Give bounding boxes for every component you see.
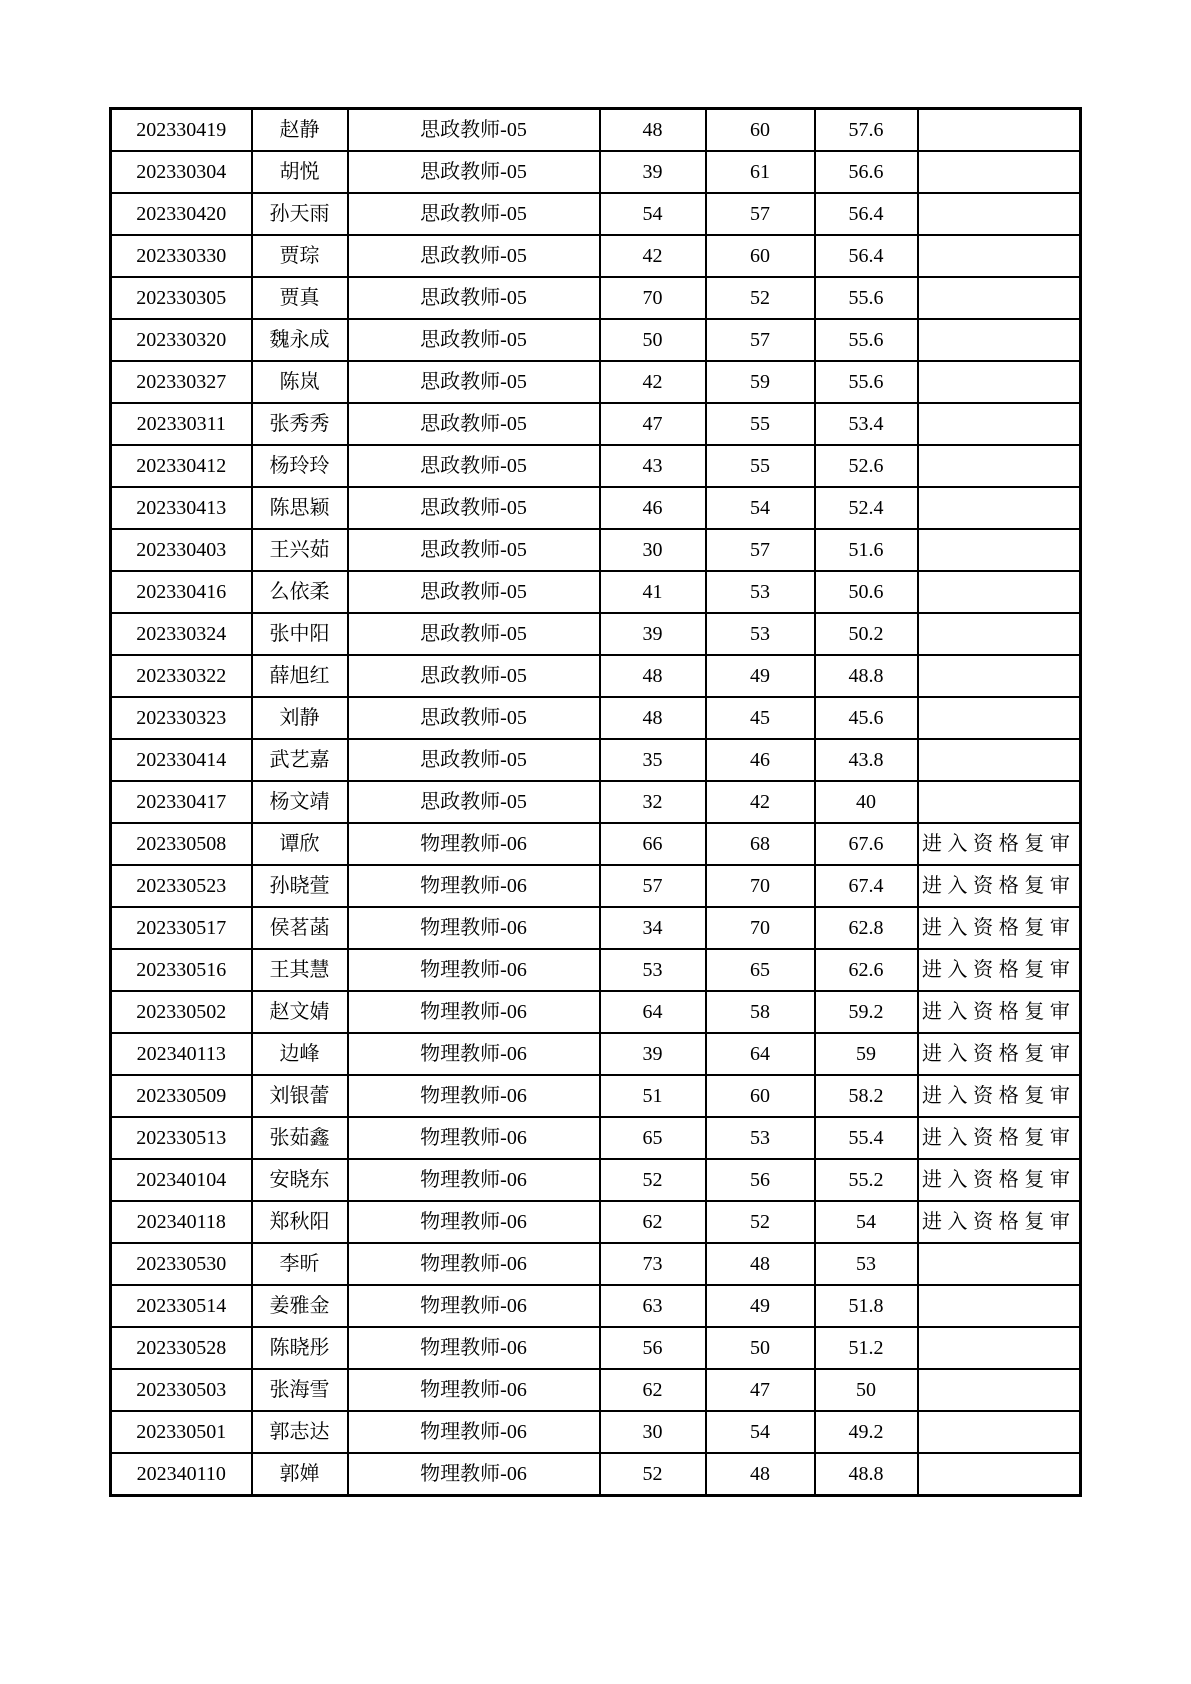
cell-id: 202330509 bbox=[111, 1075, 252, 1117]
cell-total: 50 bbox=[815, 1369, 918, 1411]
cell-score2: 54 bbox=[706, 1411, 815, 1453]
cell-name: 孙天雨 bbox=[252, 193, 348, 235]
cell-total: 56.4 bbox=[815, 193, 918, 235]
cell-status bbox=[918, 1411, 1081, 1453]
cell-score1: 57 bbox=[600, 865, 706, 907]
cell-score1: 48 bbox=[600, 109, 706, 152]
cell-id: 202340113 bbox=[111, 1033, 252, 1075]
cell-status bbox=[918, 277, 1081, 319]
cell-score2: 48 bbox=[706, 1453, 815, 1496]
table-row bbox=[111, 109, 1081, 152]
cell-total: 40 bbox=[815, 781, 918, 823]
cell-id: 202330516 bbox=[111, 949, 252, 991]
cell-name: 薛旭红 bbox=[252, 655, 348, 697]
cell-name: 郭志达 bbox=[252, 1411, 348, 1453]
cell-total: 50.2 bbox=[815, 613, 918, 655]
cell-id: 202330502 bbox=[111, 991, 252, 1033]
cell-name: 王其慧 bbox=[252, 949, 348, 991]
cell-name: 杨文靖 bbox=[252, 781, 348, 823]
cell-total: 55.4 bbox=[815, 1117, 918, 1159]
cell-status bbox=[918, 655, 1081, 697]
cell-status bbox=[918, 781, 1081, 823]
cell-name: 刘静 bbox=[252, 697, 348, 739]
cell-position: 思政教师-05 bbox=[348, 739, 600, 781]
cell-id: 202330513 bbox=[111, 1117, 252, 1159]
cell-total: 43.8 bbox=[815, 739, 918, 781]
cell-score2: 58 bbox=[706, 991, 815, 1033]
cell-status bbox=[918, 193, 1081, 235]
table-row bbox=[111, 1327, 1081, 1369]
cell-score2: 53 bbox=[706, 571, 815, 613]
cell-id: 202330501 bbox=[111, 1411, 252, 1453]
cell-position: 思政教师-05 bbox=[348, 235, 600, 277]
cell-position: 物理教师-06 bbox=[348, 1411, 600, 1453]
cell-status: 进入资格复审 bbox=[918, 1033, 1081, 1075]
cell-score1: 62 bbox=[600, 1201, 706, 1243]
table-row bbox=[111, 487, 1081, 529]
table-row bbox=[111, 697, 1081, 739]
cell-status bbox=[918, 487, 1081, 529]
table-row bbox=[111, 235, 1081, 277]
cell-status: 进入资格复审 bbox=[918, 991, 1081, 1033]
cell-total: 45.6 bbox=[815, 697, 918, 739]
table-row bbox=[111, 319, 1081, 361]
cell-total: 50.6 bbox=[815, 571, 918, 613]
cell-score2: 49 bbox=[706, 655, 815, 697]
cell-status bbox=[918, 403, 1081, 445]
cell-total: 51.2 bbox=[815, 1327, 918, 1369]
cell-score2: 48 bbox=[706, 1243, 815, 1285]
cell-score1: 48 bbox=[600, 697, 706, 739]
cell-score2: 65 bbox=[706, 949, 815, 991]
cell-name: 么依柔 bbox=[252, 571, 348, 613]
cell-name: 侯茗菡 bbox=[252, 907, 348, 949]
table-row bbox=[111, 571, 1081, 613]
cell-id: 202330324 bbox=[111, 613, 252, 655]
cell-score2: 60 bbox=[706, 1075, 815, 1117]
cell-name: 陈岚 bbox=[252, 361, 348, 403]
cell-position: 思政教师-05 bbox=[348, 487, 600, 529]
cell-score1: 63 bbox=[600, 1285, 706, 1327]
cell-total: 67.4 bbox=[815, 865, 918, 907]
cell-score1: 39 bbox=[600, 151, 706, 193]
cell-id: 202330517 bbox=[111, 907, 252, 949]
cell-score2: 52 bbox=[706, 1201, 815, 1243]
cell-score1: 41 bbox=[600, 571, 706, 613]
cell-status bbox=[918, 235, 1081, 277]
table-row bbox=[111, 1453, 1081, 1496]
cell-status: 进入资格复审 bbox=[918, 1201, 1081, 1243]
cell-total: 53.4 bbox=[815, 403, 918, 445]
cell-total: 58.2 bbox=[815, 1075, 918, 1117]
cell-name: 赵文婧 bbox=[252, 991, 348, 1033]
cell-score1: 70 bbox=[600, 277, 706, 319]
cell-score1: 42 bbox=[600, 235, 706, 277]
cell-total: 55.6 bbox=[815, 319, 918, 361]
cell-name: 武艺嘉 bbox=[252, 739, 348, 781]
cell-score1: 54 bbox=[600, 193, 706, 235]
cell-name: 胡悦 bbox=[252, 151, 348, 193]
cell-id: 202330508 bbox=[111, 823, 252, 865]
cell-status: 进入资格复审 bbox=[918, 1075, 1081, 1117]
cell-id: 202330322 bbox=[111, 655, 252, 697]
cell-position: 物理教师-06 bbox=[348, 907, 600, 949]
cell-status bbox=[918, 529, 1081, 571]
cell-score1: 50 bbox=[600, 319, 706, 361]
cell-status: 进入资格复审 bbox=[918, 1117, 1081, 1159]
cell-position: 物理教师-06 bbox=[348, 1159, 600, 1201]
table-row bbox=[111, 361, 1081, 403]
cell-status: 进入资格复审 bbox=[918, 907, 1081, 949]
cell-status bbox=[918, 1327, 1081, 1369]
cell-score2: 55 bbox=[706, 445, 815, 487]
cell-score1: 52 bbox=[600, 1159, 706, 1201]
cell-id: 202330503 bbox=[111, 1369, 252, 1411]
cell-total: 53 bbox=[815, 1243, 918, 1285]
cell-id: 202330414 bbox=[111, 739, 252, 781]
table-row bbox=[111, 781, 1081, 823]
cell-total: 55.6 bbox=[815, 277, 918, 319]
table-row bbox=[111, 865, 1081, 907]
cell-position: 物理教师-06 bbox=[348, 949, 600, 991]
cell-score2: 57 bbox=[706, 529, 815, 571]
cell-score1: 34 bbox=[600, 907, 706, 949]
cell-position: 物理教师-06 bbox=[348, 1453, 600, 1496]
cell-name: 刘银蕾 bbox=[252, 1075, 348, 1117]
cell-id: 202330530 bbox=[111, 1243, 252, 1285]
cell-position: 思政教师-05 bbox=[348, 697, 600, 739]
cell-total: 55.6 bbox=[815, 361, 918, 403]
table-row bbox=[111, 1411, 1081, 1453]
cell-status bbox=[918, 1369, 1081, 1411]
cell-score2: 57 bbox=[706, 319, 815, 361]
cell-score2: 47 bbox=[706, 1369, 815, 1411]
table-row bbox=[111, 1243, 1081, 1285]
cell-score1: 48 bbox=[600, 655, 706, 697]
table-row bbox=[111, 403, 1081, 445]
cell-id: 202340104 bbox=[111, 1159, 252, 1201]
cell-total: 55.2 bbox=[815, 1159, 918, 1201]
candidate-results-table bbox=[109, 107, 1082, 1497]
cell-score2: 53 bbox=[706, 613, 815, 655]
cell-status: 进入资格复审 bbox=[918, 823, 1081, 865]
cell-id: 202330305 bbox=[111, 277, 252, 319]
cell-name: 陈晓彤 bbox=[252, 1327, 348, 1369]
cell-id: 202330403 bbox=[111, 529, 252, 571]
cell-score2: 60 bbox=[706, 109, 815, 152]
cell-score1: 52 bbox=[600, 1453, 706, 1496]
table-row bbox=[111, 1285, 1081, 1327]
cell-id: 202330523 bbox=[111, 865, 252, 907]
cell-score2: 61 bbox=[706, 151, 815, 193]
cell-total: 67.6 bbox=[815, 823, 918, 865]
cell-status bbox=[918, 571, 1081, 613]
table-row bbox=[111, 613, 1081, 655]
cell-total: 51.6 bbox=[815, 529, 918, 571]
cell-total: 59 bbox=[815, 1033, 918, 1075]
cell-status bbox=[918, 361, 1081, 403]
cell-name: 贾真 bbox=[252, 277, 348, 319]
cell-position: 思政教师-05 bbox=[348, 613, 600, 655]
cell-score2: 52 bbox=[706, 277, 815, 319]
cell-name: 杨玲玲 bbox=[252, 445, 348, 487]
cell-position: 物理教师-06 bbox=[348, 1075, 600, 1117]
cell-position: 思政教师-05 bbox=[348, 277, 600, 319]
cell-position: 物理教师-06 bbox=[348, 1243, 600, 1285]
cell-position: 思政教师-05 bbox=[348, 529, 600, 571]
cell-total: 56.6 bbox=[815, 151, 918, 193]
cell-position: 物理教师-06 bbox=[348, 1117, 600, 1159]
cell-score1: 35 bbox=[600, 739, 706, 781]
cell-score2: 53 bbox=[706, 1117, 815, 1159]
cell-position: 思政教师-05 bbox=[348, 193, 600, 235]
cell-status: 进入资格复审 bbox=[918, 949, 1081, 991]
cell-position: 物理教师-06 bbox=[348, 1033, 600, 1075]
cell-score1: 64 bbox=[600, 991, 706, 1033]
cell-name: 边峰 bbox=[252, 1033, 348, 1075]
cell-name: 谭欣 bbox=[252, 823, 348, 865]
cell-position: 思政教师-05 bbox=[348, 655, 600, 697]
cell-name: 郑秋阳 bbox=[252, 1201, 348, 1243]
table-row bbox=[111, 1075, 1081, 1117]
cell-status: 进入资格复审 bbox=[918, 865, 1081, 907]
cell-total: 49.2 bbox=[815, 1411, 918, 1453]
table-row bbox=[111, 1033, 1081, 1075]
cell-id: 202340118 bbox=[111, 1201, 252, 1243]
cell-position: 思政教师-05 bbox=[348, 445, 600, 487]
cell-id: 202330320 bbox=[111, 319, 252, 361]
cell-name: 郭婵 bbox=[252, 1453, 348, 1496]
cell-id: 202330413 bbox=[111, 487, 252, 529]
cell-position: 物理教师-06 bbox=[348, 1285, 600, 1327]
cell-score1: 42 bbox=[600, 361, 706, 403]
cell-status bbox=[918, 697, 1081, 739]
cell-name: 安晓东 bbox=[252, 1159, 348, 1201]
cell-name: 孙晓萱 bbox=[252, 865, 348, 907]
cell-id: 202330412 bbox=[111, 445, 252, 487]
table-row bbox=[111, 1369, 1081, 1411]
cell-total: 56.4 bbox=[815, 235, 918, 277]
cell-score1: 46 bbox=[600, 487, 706, 529]
cell-total: 59.2 bbox=[815, 991, 918, 1033]
cell-name: 张秀秀 bbox=[252, 403, 348, 445]
cell-score2: 57 bbox=[706, 193, 815, 235]
cell-score1: 47 bbox=[600, 403, 706, 445]
cell-score1: 30 bbox=[600, 529, 706, 571]
cell-status bbox=[918, 151, 1081, 193]
cell-total: 48.8 bbox=[815, 1453, 918, 1496]
cell-total: 54 bbox=[815, 1201, 918, 1243]
cell-total: 52.6 bbox=[815, 445, 918, 487]
table-row bbox=[111, 529, 1081, 571]
cell-id: 202330419 bbox=[111, 109, 252, 152]
cell-score2: 42 bbox=[706, 781, 815, 823]
cell-position: 思政教师-05 bbox=[348, 109, 600, 152]
cell-id: 202330323 bbox=[111, 697, 252, 739]
table-row bbox=[111, 1117, 1081, 1159]
cell-name: 陈思颖 bbox=[252, 487, 348, 529]
table-row bbox=[111, 655, 1081, 697]
cell-id: 202330311 bbox=[111, 403, 252, 445]
table-row bbox=[111, 739, 1081, 781]
cell-id: 202330327 bbox=[111, 361, 252, 403]
results-table-body bbox=[111, 109, 1081, 1496]
cell-status bbox=[918, 109, 1081, 152]
cell-position: 思政教师-05 bbox=[348, 361, 600, 403]
cell-status bbox=[918, 445, 1081, 487]
cell-name: 赵静 bbox=[252, 109, 348, 152]
cell-score1: 53 bbox=[600, 949, 706, 991]
cell-score2: 54 bbox=[706, 487, 815, 529]
cell-score1: 73 bbox=[600, 1243, 706, 1285]
cell-position: 物理教师-06 bbox=[348, 865, 600, 907]
cell-status: 进入资格复审 bbox=[918, 1159, 1081, 1201]
cell-score1: 66 bbox=[600, 823, 706, 865]
cell-score1: 32 bbox=[600, 781, 706, 823]
cell-id: 202330304 bbox=[111, 151, 252, 193]
cell-id: 202330417 bbox=[111, 781, 252, 823]
table-row bbox=[111, 445, 1081, 487]
cell-name: 张中阳 bbox=[252, 613, 348, 655]
cell-score1: 39 bbox=[600, 1033, 706, 1075]
cell-position: 思政教师-05 bbox=[348, 781, 600, 823]
cell-score2: 70 bbox=[706, 865, 815, 907]
cell-total: 48.8 bbox=[815, 655, 918, 697]
cell-score2: 55 bbox=[706, 403, 815, 445]
cell-name: 张茹鑫 bbox=[252, 1117, 348, 1159]
cell-position: 物理教师-06 bbox=[348, 1327, 600, 1369]
cell-status bbox=[918, 1285, 1081, 1327]
cell-status bbox=[918, 613, 1081, 655]
cell-id: 202340110 bbox=[111, 1453, 252, 1496]
cell-name: 魏永成 bbox=[252, 319, 348, 361]
table-row bbox=[111, 151, 1081, 193]
cell-score2: 46 bbox=[706, 739, 815, 781]
table-row bbox=[111, 1201, 1081, 1243]
cell-status bbox=[918, 1453, 1081, 1496]
table-row bbox=[111, 823, 1081, 865]
table-row bbox=[111, 1159, 1081, 1201]
cell-position: 思政教师-05 bbox=[348, 151, 600, 193]
cell-score1: 51 bbox=[600, 1075, 706, 1117]
cell-total: 57.6 bbox=[815, 109, 918, 152]
cell-name: 王兴茹 bbox=[252, 529, 348, 571]
cell-id: 202330528 bbox=[111, 1327, 252, 1369]
cell-status bbox=[918, 319, 1081, 361]
cell-score2: 45 bbox=[706, 697, 815, 739]
cell-name: 张海雪 bbox=[252, 1369, 348, 1411]
table-row bbox=[111, 277, 1081, 319]
table-row bbox=[111, 193, 1081, 235]
cell-status bbox=[918, 1243, 1081, 1285]
cell-total: 51.8 bbox=[815, 1285, 918, 1327]
cell-id: 202330514 bbox=[111, 1285, 252, 1327]
cell-name: 李昕 bbox=[252, 1243, 348, 1285]
table-row bbox=[111, 949, 1081, 991]
cell-id: 202330420 bbox=[111, 193, 252, 235]
cell-score2: 64 bbox=[706, 1033, 815, 1075]
table-row bbox=[111, 991, 1081, 1033]
cell-score1: 62 bbox=[600, 1369, 706, 1411]
cell-score2: 56 bbox=[706, 1159, 815, 1201]
cell-position: 物理教师-06 bbox=[348, 823, 600, 865]
cell-id: 202330416 bbox=[111, 571, 252, 613]
cell-position: 思政教师-05 bbox=[348, 403, 600, 445]
cell-score1: 56 bbox=[600, 1327, 706, 1369]
cell-name: 姜雅金 bbox=[252, 1285, 348, 1327]
cell-name: 贾琮 bbox=[252, 235, 348, 277]
cell-score2: 59 bbox=[706, 361, 815, 403]
cell-score2: 68 bbox=[706, 823, 815, 865]
cell-score2: 50 bbox=[706, 1327, 815, 1369]
cell-score1: 43 bbox=[600, 445, 706, 487]
table-row bbox=[111, 907, 1081, 949]
cell-position: 思政教师-05 bbox=[348, 571, 600, 613]
cell-position: 物理教师-06 bbox=[348, 991, 600, 1033]
cell-score1: 39 bbox=[600, 613, 706, 655]
cell-score1: 65 bbox=[600, 1117, 706, 1159]
cell-score2: 70 bbox=[706, 907, 815, 949]
cell-position: 物理教师-06 bbox=[348, 1201, 600, 1243]
cell-score1: 30 bbox=[600, 1411, 706, 1453]
cell-position: 物理教师-06 bbox=[348, 1369, 600, 1411]
cell-position: 思政教师-05 bbox=[348, 319, 600, 361]
cell-total: 62.6 bbox=[815, 949, 918, 991]
cell-score2: 60 bbox=[706, 235, 815, 277]
cell-total: 62.8 bbox=[815, 907, 918, 949]
cell-score2: 49 bbox=[706, 1285, 815, 1327]
cell-total: 52.4 bbox=[815, 487, 918, 529]
cell-id: 202330330 bbox=[111, 235, 252, 277]
cell-status bbox=[918, 739, 1081, 781]
